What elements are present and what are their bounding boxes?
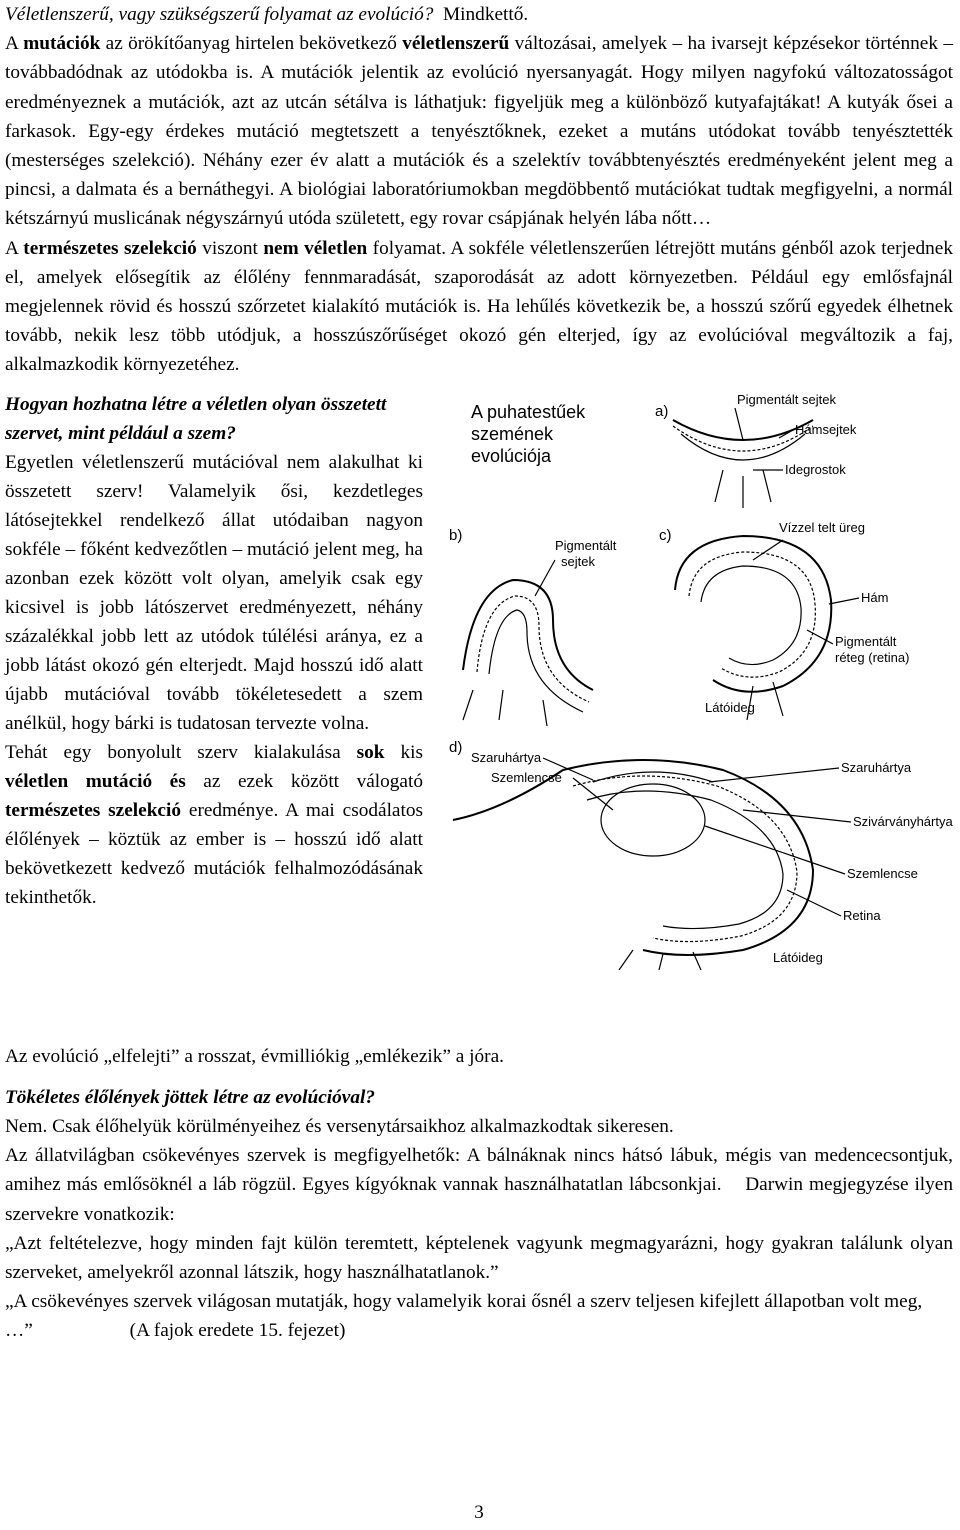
- label-pigment-b-2: sejtek: [561, 553, 595, 569]
- text-run: az ezek között válogató: [185, 770, 423, 792]
- quote-text: „A csökevényes szervek világosan mutatják, hogy valamelyik korai ősnél a szerv teljesen kifejlett állapotban volt meg, …”: [5, 1291, 923, 1342]
- eye-section: [5, 390, 953, 1050]
- bold-term-not-random: nem véletlen: [263, 237, 368, 259]
- drawing-a-eyespot: [673, 408, 813, 508]
- eye-evolution-figure: [443, 390, 953, 970]
- bold-term-random: véletlenszerű: [402, 33, 510, 55]
- darwin-quote-1: „Azt feltételezve, hogy minden fajt külön teremtett, képtelenek vagyunk megmagyarázni, hogy gyakran találunk olyan szerveket, amelyekről azonnal látszik, hogy használhatatlanok.”: [5, 1232, 953, 1284]
- eye-paragraph-2: [5, 738, 423, 912]
- text-run: viszont: [196, 237, 264, 259]
- bold-term-many: sok: [356, 741, 385, 763]
- label-retina: Retina: [843, 907, 881, 923]
- text-run: változásai, amelyek – ha ivarsejt képzésekor történnek – továbbadódnak az utódokba is. A mutációk jelentik az evolúció nyersanyagát. Hogy milyen nagyfokú változatosságot eredményeznek a mutációk, azt az utcán sétálva is láthatjuk: figyeljük meg a különböző kutyafajtákat! A kutyák ősei a farkasok. Egy-egy érdekes mutáció megtetszett a tenyésztőknek, ezeket a mutáns utódokat tovább tenyésztették (mesterséges szelekció). Néhány ezer év alatt a mutációk és a szelektív továbbtenyésztés eredményeként jelent meg a pincsi, a dalmata és a bernáthegyi. A biológiai laboratóriumokban megdöbbentő mutációkat tudtak megfigyelni, a normál kétszárnyú muslicának négyszárnyú utóda született, egy rovar csápjának helyén lába nőtt…: [5, 33, 953, 230]
- label-cornea-right: Szaruhártya: [841, 759, 912, 775]
- label-iris: Szivárványhártya: [853, 813, 953, 829]
- document-page: [5, 0, 958, 1523]
- eye-text-column: [5, 390, 423, 912]
- bold-term-natural-selection-2: természetes szelekció: [5, 799, 181, 821]
- darwin-quote-2: [5, 1287, 953, 1345]
- intro-heading: [5, 0, 953, 29]
- text-run: az örökítőanyag hirtelen bekövetkező: [100, 33, 403, 55]
- bold-term-random-mutation: véletlen mutáció és: [5, 770, 186, 792]
- panel-b-label: b): [449, 526, 463, 544]
- text-run: eredménye. A mai csodálatos élőlények – köztük az ember is – hosszú idő alatt bekövetkezett kedvező mutációk felhalmozódásának tekinthetők.: [5, 799, 423, 908]
- label-epithelial-cells: Hámsejtek: [795, 421, 857, 437]
- panel-d-label: d): [449, 738, 463, 756]
- label-pigment-cells-a: Pigmentált sejtek: [737, 391, 836, 407]
- text-run: Tehát egy bonyolult szerv kialakulása: [5, 741, 357, 763]
- text-run: kis: [384, 741, 424, 763]
- label-optic-nerve-c: Látóideg: [705, 699, 755, 715]
- figure-title-line-1: A puhatestűek: [471, 401, 586, 422]
- bold-term-natural-selection: természetes szelekció: [23, 237, 197, 259]
- perfect-question: Tökéletes élőlények jöttek létre az evolúcióval?: [5, 1086, 375, 1108]
- intro-question: Véletlenszerű, vagy szükségszerű folyamat az evolúció?: [5, 4, 434, 25]
- label-cornea-left: Szaruhártya: [471, 749, 542, 765]
- drawing-d-lens-eye: [453, 758, 851, 970]
- text-run: A: [5, 237, 24, 259]
- vestigial-paragraph: Az állatvilágban csökevényes szervek is megfigyelhetők: A bálnáknak nincs hátsó lábuk, mégis van medencecsontjuk, amihez más emlősöknél a láb rögzül. Egyes kígyóknak vannak használhatatlan lábcsonkjai. Darwin megjegyzése ilyen szervekre vonatkozik:: [5, 1145, 958, 1225]
- eye-closing-line: Az evolúció „elfelejti” a rosszat, évmilliókig „emlékezik” a jóra.: [5, 1045, 504, 1067]
- quote-source: (A fajok eredete 15. fejezet): [129, 1320, 346, 1342]
- eye-question: Hogyan hozhatna létre a véletlen olyan összetett szervet, mint például a szem?: [5, 393, 387, 444]
- figure-title-line-2: szemének: [471, 423, 554, 444]
- label-pigment-layer-2: réteg (retina): [835, 649, 910, 665]
- label-water-cavity: Vízzel telt üreg: [779, 519, 865, 535]
- figure-title-line-3: evolúciója: [471, 445, 552, 466]
- text-run: A: [5, 33, 24, 55]
- perfect-answer: Nem. Csak élőhelyük körülményeihez és versenytársaikhoz alkalmazkodtak sikeresen.: [5, 1116, 674, 1138]
- intro-answer: Mindkettő.: [443, 4, 529, 25]
- label-pigment-layer-1: Pigmentált: [835, 633, 897, 649]
- panel-c-label: c): [659, 526, 672, 544]
- label-lens-right: Szemlencse: [847, 865, 918, 881]
- eye-evolution-illustration: [443, 390, 953, 970]
- text-run: folyamat. A sokféle véletlenszerűen létrejött mutáns génből azok terjednek el, amelyek elősegítik az élőlény fennmaradását, szaporodását az adott környezetben. Például egy emlősfajnál megjelennek rövid és hosszú szőrzetet kialakító mutációk is. Ha lehűlés következik be, a hosszú szőrű egyedek élhetnek tovább, nekik lesz több utódjuk, a hosszúszőrűséget okozó gén elterjed, így az evolúcióval megváltozik a faj, alkalmazkodik környezetéhez.: [5, 237, 953, 376]
- bold-term-mutations: mutációk: [23, 33, 101, 55]
- label-optic-nerve-d: Látóideg: [773, 949, 823, 965]
- drawing-c-cup-eye: [675, 536, 859, 720]
- label-pigment-b-1: Pigmentált: [555, 537, 617, 553]
- eye-paragraph-1: Egyetlen véletlenszerű mutációval nem alakulhat ki összetett szerv! Valamelyik ősi, kezdetleges látósejtekkel rendelkező állat utódaiban nagyon sokféle – főként kedvezőtlen – mutáció jelent meg, ha azonban ezek között volt olyan, amelyik csak egy kicsivel is jobb látószervet eredményezett, néhány százalékkal jobb lett az utódok túlélési aránya, ez a jobb látást okozó gén elterjedt. Majd hosszú idő alatt újabb mutációval tovább tökéletesedett a szem anélkül, hogy bárki is tudatosan tervezte volna.: [5, 451, 423, 734]
- drawing-b-pit-eye: [463, 560, 593, 726]
- label-lens-left: Szemlencse: [491, 769, 562, 785]
- panel-a-label: a): [655, 402, 669, 420]
- page-number: 3: [474, 1502, 484, 1523]
- label-nerve-fibres: Idegrostok: [785, 461, 846, 477]
- label-epithelium: Hám: [861, 589, 889, 605]
- intro-paragraph-selection: [5, 234, 953, 380]
- intro-paragraph-mutations: [5, 29, 953, 233]
